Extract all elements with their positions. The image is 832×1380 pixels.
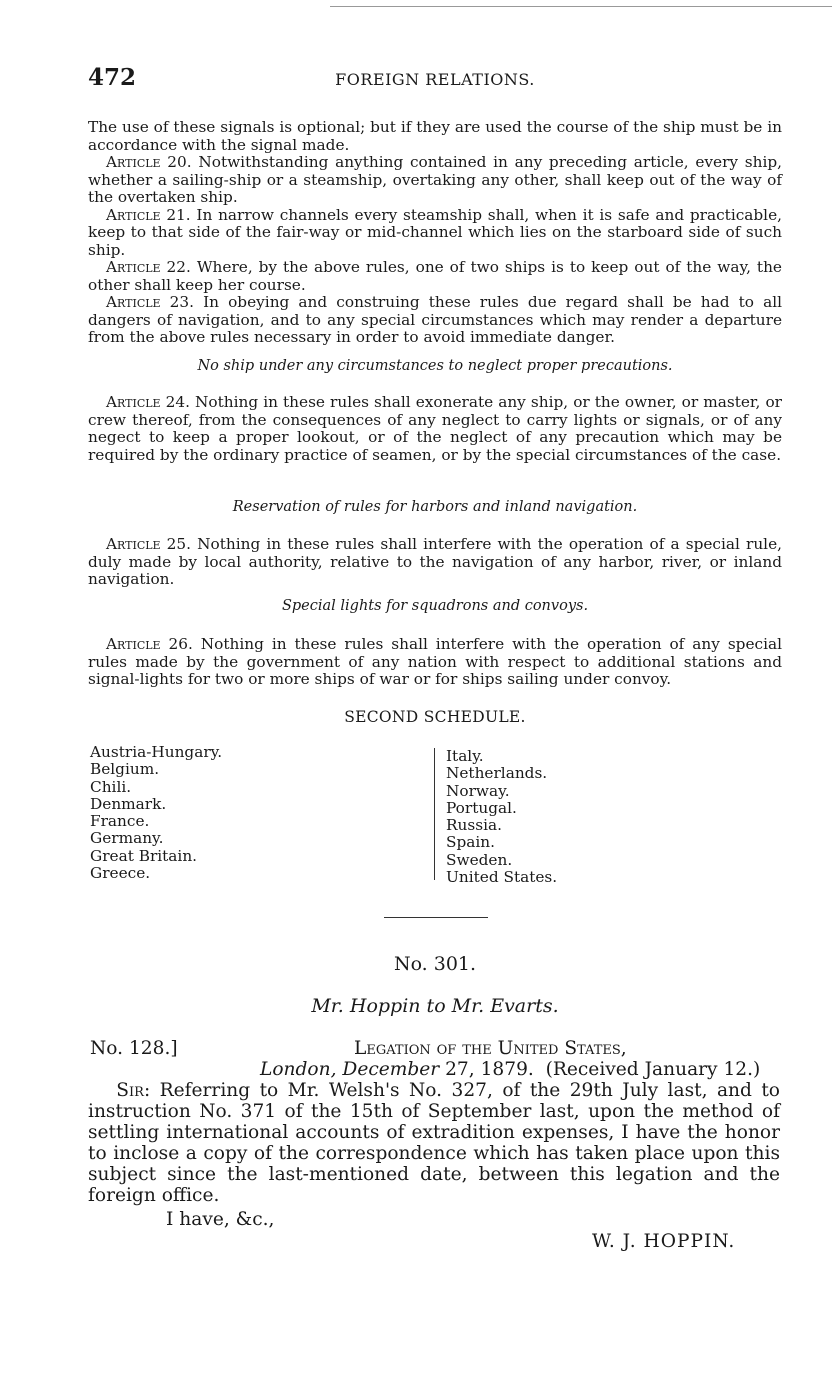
article-22 <box>88 259 782 294</box>
legation-heading: Legation of the United States, <box>354 1038 627 1059</box>
country-item: Spain. <box>446 833 495 852</box>
rules-block-1 <box>88 119 782 347</box>
country-item: Russia. <box>446 816 502 835</box>
country-item: Belgium. <box>90 760 160 779</box>
article-20-label: Article 20. <box>106 153 192 171</box>
article-22-label: Article 22. <box>106 258 191 276</box>
country-item: United States. <box>446 868 558 887</box>
article-21 <box>88 207 782 260</box>
article-24 <box>88 394 782 464</box>
country-item: Greece. <box>90 864 151 883</box>
article-26-label: Article 26. <box>106 635 193 653</box>
letter-body-text: Referring to Mr. Welsh's No. 327, of the 29th July last, and to instruction No. 371 of the 15th of September last, upon the method of settling international accounts of extradition expenses, I have the honor to inclose a copy of the correspondence which has taken place upon this subject since the last-mentioned date, between this legation and the foreign office. <box>88 1080 780 1206</box>
country-item: Netherlands. <box>446 764 548 783</box>
article-24-text: Nothing in these rules shall exonerate any ship, or the owner, or master, or crew thereof, from the consequences of any neglect to carry lights or signals, or of any negect to keep a proper lookout, or of the neglect of any precaution which may be required by the ordinary practice of seamen, or by the special circumstances of the case. <box>88 393 782 464</box>
country-item: Austria-Hungary. <box>90 743 223 761</box>
closing: I have, &c., <box>166 1209 275 1230</box>
country-item: Great Britain. <box>90 846 198 865</box>
document-number: No. 301. <box>393 953 477 975</box>
letter-date: 27, 1879. <box>445 1059 534 1080</box>
salutation: Sir: <box>116 1080 151 1101</box>
section-divider <box>384 917 488 918</box>
document-title: Mr. Hoppin to Mr. Evarts. <box>311 995 559 1017</box>
heading-harbors: Reservation of rules for harbors and inland navigation. <box>232 499 638 515</box>
country-item: Portugal. <box>446 798 517 817</box>
country-item: Chili. <box>90 777 132 796</box>
intro-paragraph: The use of these signals is optional; but if they are used the course of the ship must be in accordance with the signal made. <box>88 118 782 154</box>
article-24-label: Article 24. <box>106 393 190 411</box>
schedule-left-column <box>90 744 222 882</box>
article-25-text: Nothing in these rules shall interfere with the operation of a special rule, duly made by local authority, relative to the navigation of any harbor, river, or inland navigation. <box>88 535 782 588</box>
country-item: Sweden. <box>446 850 513 869</box>
article-26-text: Nothing in these rules shall interfere with the operation of any special rules made by the government of any nation with respect to additional stations and signal-lights for two or more ships of war or for ships sailing under convoy. <box>88 635 782 688</box>
country-item: France. <box>90 812 150 831</box>
place-and-month: London, December <box>260 1059 440 1080</box>
letter-body <box>88 1080 780 1206</box>
rules-block-3 <box>88 536 782 589</box>
column-divider <box>434 748 435 880</box>
country-item: Denmark. <box>90 794 167 813</box>
top-rule <box>330 6 832 7</box>
heading-squadrons: Special lights for squadrons and convoys. <box>281 598 589 614</box>
article-22-text: Where, by the above rules, one of two ships is to keep out of the way, the other shall keep her course. <box>88 258 782 294</box>
article-23-text: In obeying and construing these rules due regard shall be had to all dangers of navigation, and to any special circumstances which may render a departure from the above rules necessary in order to avoid immediate danger. <box>88 293 782 346</box>
running-head: FOREIGN RELATIONS. <box>335 70 535 89</box>
heading-precautions: No ship under any circumstances to neglect proper precautions. <box>197 358 673 374</box>
article-23 <box>88 294 782 347</box>
article-20 <box>88 154 782 207</box>
country-item: Italy. <box>446 747 484 765</box>
reference-number: No. 128.] <box>90 1038 178 1059</box>
article-23-label: Article 23. <box>106 293 194 311</box>
country-item: Norway. <box>446 781 510 800</box>
article-25 <box>88 536 782 589</box>
schedule-right-column <box>446 748 557 886</box>
signature: W. J. HOPPIN. <box>592 1231 736 1252</box>
article-21-text: In narrow channels every steamship shall, when it is safe and practicable, keep to that side of the fair-way or mid-channel which lies on the starboard side of such ship. <box>88 205 782 259</box>
article-25-label: Article 25. <box>106 535 192 553</box>
received-date: (Received January 12.) <box>545 1059 761 1080</box>
country-item: Germany. <box>90 829 164 848</box>
article-20-text: Notwithstanding anything contained in any preceding article, every ship, whether a sailing-ship or a steamship, overtaking any other, shall keep out of the way of the overtaken ship. <box>88 153 782 206</box>
page-number: 472 <box>88 64 137 91</box>
date-line <box>260 1059 760 1080</box>
rules-block-4 <box>88 636 782 689</box>
page-header <box>88 64 782 94</box>
schedule-title: SECOND SCHEDULE. <box>344 708 526 726</box>
rules-block-2 <box>88 394 782 464</box>
article-26 <box>88 636 782 689</box>
article-21-label: Article 21. <box>106 205 191 224</box>
